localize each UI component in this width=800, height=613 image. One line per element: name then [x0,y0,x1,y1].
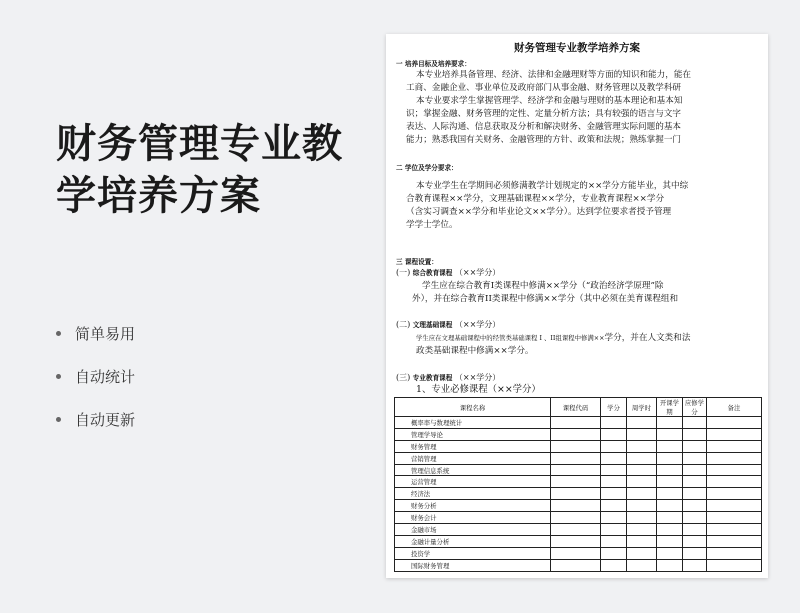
table-cell [601,440,627,452]
table-cell [707,524,762,536]
subsection-heading [396,318,500,333]
paragraph-line: （含实习调查××学分和毕业论文××学分）。达到学位要求者授予管理 [406,207,672,217]
table-cell [683,417,707,429]
table-cell [601,559,627,571]
subsection-credits: （××学分） [454,320,501,329]
table-cell [601,512,627,524]
paragraph-line: 政类基础课程中修满××学分。 [416,346,534,356]
table-cell [551,535,601,547]
course-name-cell: 概率率与数理统计 [395,417,551,429]
table-cell [683,547,707,559]
table-cell [551,559,601,571]
table-cell [707,428,762,440]
table-row [395,476,762,488]
feature-label: 自动更新 [75,411,136,429]
table-cell [551,464,601,476]
subsection-marker: (三) [396,373,411,382]
table-cell [551,440,601,452]
table-cell [683,452,707,464]
paragraph-line: 工商、金融企业、事业单位及政府部门从事金融、财务管理以及教学科研 [406,83,682,93]
table-cell [657,524,683,536]
table-cell [707,440,762,452]
table-cell [601,452,627,464]
promo-title: 财务管理专业教学培养方案 [56,121,343,219]
table-cell [627,452,657,464]
document-preview [386,34,768,578]
table-header-cell: 周学时 [627,398,657,417]
table-cell [707,512,762,524]
table-cell [601,547,627,559]
table-row [395,524,762,536]
table-header-cell: 课程代码 [551,398,601,417]
table-cell [707,500,762,512]
table-cell [707,452,762,464]
table-row [395,452,762,464]
table-cell [657,512,683,524]
subsection-credits: （××学分） [454,268,501,277]
course-name-cell: 财务管理 [395,440,551,452]
table-cell [657,440,683,452]
paragraph-line: 能力；熟悉我国有关财务、金融管理的方针、政策和法规；熟练掌握一门 [406,135,682,145]
table-cell [601,417,627,429]
table-row [395,428,762,440]
table-header-cell: 备注 [707,398,762,417]
feature-list [56,312,135,441]
table-row [395,440,762,452]
table-cell [683,559,707,571]
table-cell [551,452,601,464]
table-cell [683,488,707,500]
table-cell [707,535,762,547]
table-cell [601,464,627,476]
table-cell [707,547,762,559]
paragraph-line: 学学士学位。 [406,220,458,230]
table-row [395,417,762,429]
table-cell [627,500,657,512]
section-heading: 一 培养目标及培养要求： [396,60,471,68]
table-row [395,488,762,500]
table-cell [627,417,657,429]
course-name-cell: 财务分析 [395,500,551,512]
subsection-title: 综合教育课程 [412,269,453,277]
course-name-cell: 投资学 [395,547,551,559]
table-cell [551,488,601,500]
table-cell [551,428,601,440]
paragraph-line: 表达、人际沟通、信息获取及分析和解决财务、金融管理实际问题的基本 [406,122,682,132]
table-header-cell: 学分 [601,398,627,417]
table-cell [601,524,627,536]
table-cell [601,488,627,500]
table-cell [601,428,627,440]
table-cell [551,476,601,488]
section-heading: 三 课程设置： [396,258,438,266]
table-row [395,535,762,547]
feature-item [56,312,135,355]
subsection-title: 专业教育课程 [412,374,453,382]
bullet-icon [56,374,61,379]
course-name-cell: 国际财务管理 [395,559,551,571]
table-header-cell: 开课学期 [657,398,683,417]
table-cell [707,476,762,488]
course-name-cell: 管理信息系统 [395,464,551,476]
table-body [395,417,762,572]
table-cell [683,524,707,536]
table-cell [657,476,683,488]
bullet-icon [56,331,61,336]
table-cell [657,428,683,440]
paragraph-line: 学生应在综合教育I类课程中修满××学分（“政治经济学原理”除 [422,281,664,291]
subsection-heading [396,266,500,281]
subsection-credits: （××学分） [454,373,501,382]
paragraph-line: 本专业学生在学期间必须修满教学计划规定的××学分方能毕业，其中综 [416,181,689,191]
course-table [394,397,762,572]
table-cell [657,464,683,476]
table-cell [627,488,657,500]
table-row [395,500,762,512]
doc-title: 财务管理专业教学培养方案 [514,42,640,54]
table-cell [627,535,657,547]
table-cell [627,512,657,524]
table-cell [551,512,601,524]
table-cell [627,440,657,452]
course-name-cell: 管理学导论 [395,428,551,440]
table-row [395,559,762,571]
table-header-row [395,398,762,417]
table-cell [707,417,762,429]
table-header-cell: 应修学分 [683,398,707,417]
table-cell [551,500,601,512]
course-name-cell: 金融市场 [395,524,551,536]
section-heading: 二 学位及学分要求： [396,164,458,172]
feature-label: 简单易用 [75,325,136,343]
table-cell [683,500,707,512]
paragraph-text: 学分，并在人文类和法 [604,333,691,343]
bullet-icon [56,417,61,422]
table-header-cell: 课程名称 [395,398,551,417]
table-cell [683,476,707,488]
subsection-marker: (一) [396,268,411,277]
table-cell [627,559,657,571]
feature-item [56,355,135,398]
table-cell [601,535,627,547]
table-cell [627,428,657,440]
subsection-marker: (二) [396,320,411,329]
table-cell [683,428,707,440]
table-cell [683,512,707,524]
paragraph-line: 外），并在综合教育II类课程中修满××学分（其中必须在美育课程组和 [412,294,679,304]
table-cell [657,559,683,571]
table-row [395,547,762,559]
table-cell [551,524,601,536]
table-cell [551,547,601,559]
table-cell [707,559,762,571]
course-name-cell: 经济法 [395,488,551,500]
paragraph-line: 本专业培养具备管理、经济、法律和金融理财等方面的知识和能力，能在 [416,70,692,80]
table-cell [657,488,683,500]
table-row [395,464,762,476]
table-cell [601,500,627,512]
table-cell [601,476,627,488]
table-row [395,512,762,524]
paragraph-line: 合教育课程××学分，文理基础课程××学分，专业教育课程××学分 [406,194,665,204]
feature-label: 自动统计 [75,368,136,386]
table-cell [627,524,657,536]
feature-item [56,398,135,441]
table-cell [627,464,657,476]
table-cell [551,417,601,429]
course-name-cell: 运营管理 [395,476,551,488]
paragraph-line: 识；掌握金融、财务管理的定性、定量分析方法；具有较强的语言与文字 [406,109,682,119]
table-cell [627,547,657,559]
table-cell [657,452,683,464]
paragraph-small-text: 学生应在文理基础课程中的经管类基础课程 I 、II组课程中修满×× [416,334,605,342]
course-name-cell: 营销管理 [395,452,551,464]
table-cell [707,464,762,476]
table-cell [627,476,657,488]
course-name-cell: 金融计量分析 [395,535,551,547]
table-cell [683,440,707,452]
paragraph-line [416,332,690,346]
course-name-cell: 财务会计 [395,512,551,524]
table-cell [657,500,683,512]
table-cell [657,535,683,547]
table-cell [657,547,683,559]
table-cell [683,535,707,547]
table-cell [657,417,683,429]
table-caption: 1、专业必修课程（××学分） [416,384,541,395]
table-cell [707,488,762,500]
table-cell [683,464,707,476]
paragraph-line: 本专业要求学生掌握管理学、经济学和金融与理财的基本理论和基本知 [416,96,683,106]
subsection-title: 文理基础课程 [412,321,453,329]
